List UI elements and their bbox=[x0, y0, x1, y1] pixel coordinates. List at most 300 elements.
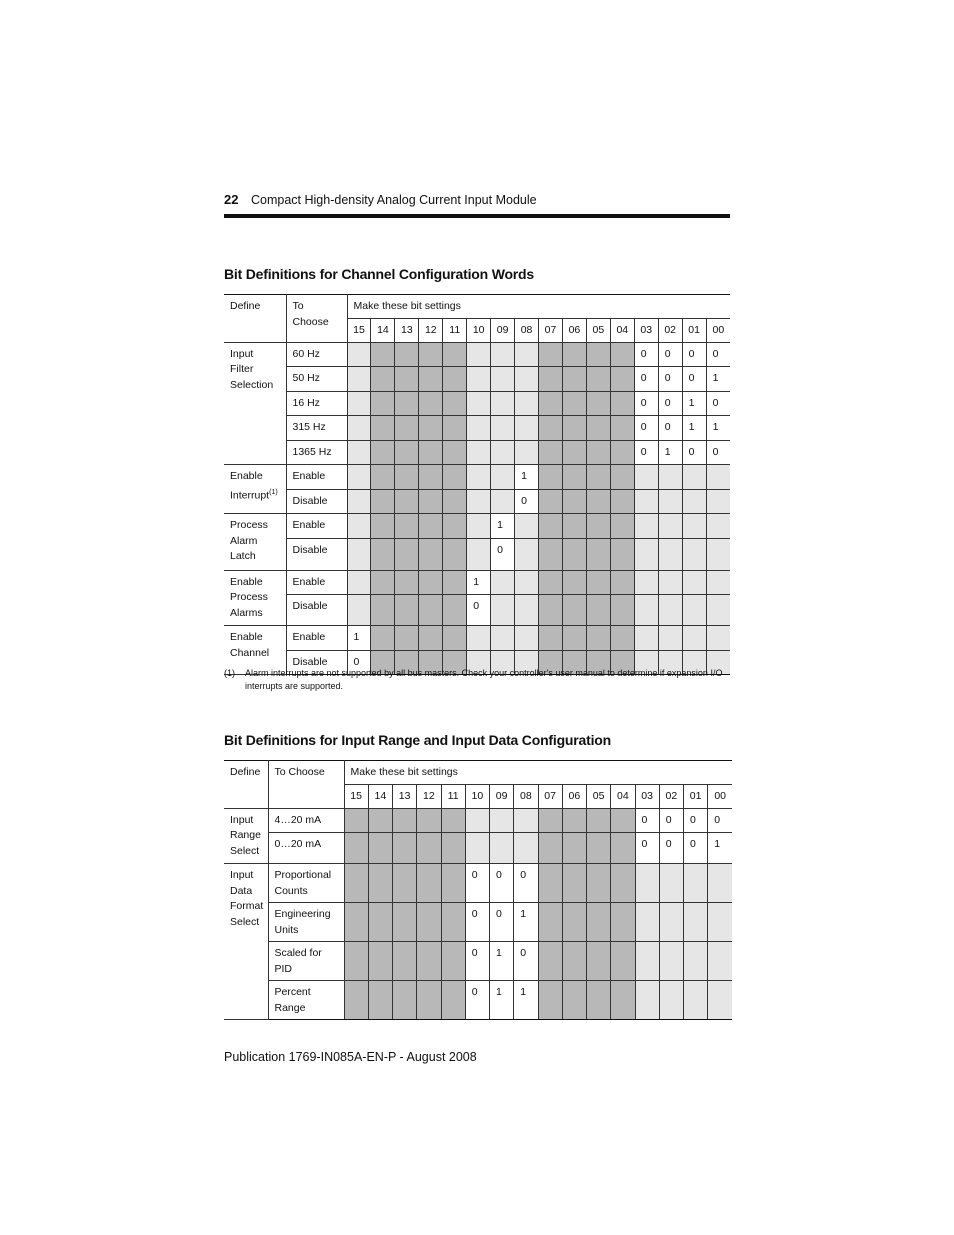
bit-cell bbox=[347, 416, 371, 441]
bit-cell bbox=[443, 416, 467, 441]
bit-cell bbox=[393, 833, 417, 864]
bit-cell bbox=[371, 538, 395, 570]
bit-cell: 0 bbox=[706, 342, 730, 367]
bit-cell: 0 bbox=[465, 864, 489, 903]
bit-cell: 0 bbox=[514, 864, 538, 903]
bit-cell bbox=[587, 942, 611, 981]
input-range-bit-table bbox=[224, 760, 732, 1020]
define-label: Enable Interrupt bbox=[230, 470, 270, 501]
bit-cell bbox=[682, 489, 706, 514]
bit-cell bbox=[393, 903, 417, 942]
bit-cell bbox=[443, 538, 467, 570]
bit-cell bbox=[562, 440, 586, 465]
bit-cell bbox=[514, 808, 538, 833]
bit-cell bbox=[419, 465, 443, 490]
bit-cell: 0 bbox=[465, 981, 489, 1020]
bit-cell bbox=[658, 626, 682, 651]
bit-cell bbox=[395, 416, 419, 441]
bit-cell bbox=[586, 391, 610, 416]
bit-cell bbox=[393, 942, 417, 981]
bit-cell bbox=[706, 465, 730, 490]
bit-cell bbox=[347, 538, 371, 570]
bit-cell bbox=[347, 570, 371, 595]
bit-number-header: 10 bbox=[467, 318, 491, 342]
bit-cell bbox=[611, 808, 635, 833]
bit-cell bbox=[634, 626, 658, 651]
bit-number-header: 00 bbox=[706, 318, 730, 342]
bit-cell bbox=[562, 538, 586, 570]
bit-cell bbox=[443, 440, 467, 465]
bit-cell bbox=[587, 864, 611, 903]
bit-cell bbox=[395, 489, 419, 514]
bit-cell: 0 bbox=[684, 833, 708, 864]
bit-cell bbox=[658, 489, 682, 514]
bit-cell bbox=[491, 465, 515, 490]
bit-cell: 0 bbox=[347, 650, 371, 675]
choose-header: To Choose bbox=[286, 295, 347, 343]
bit-cell bbox=[515, 626, 539, 651]
bit-cell bbox=[371, 595, 395, 626]
bit-cell: 0 bbox=[658, 391, 682, 416]
bit-cell: 1 bbox=[491, 514, 515, 539]
bit-cell bbox=[684, 981, 708, 1020]
bit-cell bbox=[514, 833, 538, 864]
bit-cell bbox=[706, 489, 730, 514]
bit-cell bbox=[491, 367, 515, 392]
bit-cell bbox=[635, 903, 659, 942]
bit-cell bbox=[490, 808, 514, 833]
bit-cell: 0 bbox=[659, 833, 683, 864]
bit-cell: 1 bbox=[467, 570, 491, 595]
bit-cell bbox=[539, 416, 563, 441]
bit-cell bbox=[634, 514, 658, 539]
bit-cell bbox=[659, 981, 683, 1020]
table-row bbox=[224, 942, 732, 981]
bit-cell bbox=[368, 903, 392, 942]
bit-cell bbox=[467, 626, 491, 651]
bit-cell bbox=[419, 538, 443, 570]
table-row bbox=[224, 538, 730, 570]
bit-cell bbox=[659, 903, 683, 942]
bit-cell bbox=[419, 391, 443, 416]
bit-cell bbox=[587, 808, 611, 833]
bit-cell bbox=[539, 489, 563, 514]
choose-header: To Choose bbox=[268, 761, 344, 809]
define-label: Enable Process Alarms bbox=[230, 575, 268, 619]
table-row bbox=[224, 864, 732, 903]
bit-cell bbox=[395, 514, 419, 539]
bit-cell: 0 bbox=[490, 903, 514, 942]
bit-cell bbox=[682, 514, 706, 539]
bit-cell bbox=[539, 626, 563, 651]
bit-cell: 0 bbox=[659, 808, 683, 833]
bit-cell bbox=[344, 942, 368, 981]
bit-number-header: 13 bbox=[393, 784, 417, 808]
bit-cell bbox=[659, 942, 683, 981]
bit-cell bbox=[610, 342, 634, 367]
bit-cell bbox=[344, 903, 368, 942]
bit-cell bbox=[417, 833, 441, 864]
bit-cell: 0 bbox=[465, 942, 489, 981]
bit-cell bbox=[465, 833, 489, 864]
bit-cell bbox=[368, 942, 392, 981]
bit-cell bbox=[441, 833, 465, 864]
bit-cell bbox=[610, 514, 634, 539]
bit-cell bbox=[610, 391, 634, 416]
bit-number-header: 08 bbox=[515, 318, 539, 342]
bit-cell bbox=[395, 626, 419, 651]
bit-cell bbox=[539, 538, 563, 570]
bit-cell bbox=[347, 595, 371, 626]
bit-cell bbox=[539, 570, 563, 595]
bit-cell: 1 bbox=[515, 465, 539, 490]
table-row bbox=[224, 570, 730, 595]
bit-number-header: 04 bbox=[611, 784, 635, 808]
bit-cell bbox=[586, 626, 610, 651]
bit-cell bbox=[706, 570, 730, 595]
bit-cell: 0 bbox=[514, 942, 538, 981]
bit-cell: 0 bbox=[682, 342, 706, 367]
bit-cell: 1 bbox=[514, 981, 538, 1020]
bit-cell bbox=[610, 626, 634, 651]
define-label: Process Alarm Latch bbox=[230, 519, 268, 562]
bit-cell bbox=[586, 465, 610, 490]
bit-cell bbox=[611, 833, 635, 864]
choose-cell: 4…20 mA bbox=[268, 808, 344, 833]
bit-cell bbox=[539, 465, 563, 490]
bit-cell bbox=[610, 538, 634, 570]
bit-cell: 0 bbox=[634, 367, 658, 392]
table-row bbox=[224, 626, 730, 651]
bit-cell bbox=[371, 626, 395, 651]
table-row bbox=[224, 514, 730, 539]
bit-cell bbox=[467, 465, 491, 490]
bit-cell bbox=[706, 538, 730, 570]
bit-number-header: 01 bbox=[682, 318, 706, 342]
bit-cell bbox=[586, 538, 610, 570]
bit-cell bbox=[538, 981, 562, 1020]
table-row bbox=[224, 391, 730, 416]
bit-cell bbox=[539, 440, 563, 465]
bit-cell bbox=[417, 864, 441, 903]
bit-number-header: 14 bbox=[371, 318, 395, 342]
bit-cell bbox=[562, 833, 586, 864]
bit-cell bbox=[371, 465, 395, 490]
footnote-marker: (1) bbox=[224, 668, 235, 678]
page-header bbox=[224, 191, 730, 209]
choose-cell: Disable bbox=[286, 489, 347, 514]
table-row bbox=[224, 808, 732, 833]
bit-cell bbox=[586, 595, 610, 626]
bit-cell bbox=[441, 808, 465, 833]
bit-cell bbox=[515, 538, 539, 570]
choose-cell: Disable bbox=[286, 650, 347, 675]
bit-cell bbox=[371, 342, 395, 367]
bit-cell bbox=[658, 538, 682, 570]
table-row bbox=[224, 465, 730, 490]
bit-number-header: 02 bbox=[659, 784, 683, 808]
bit-number-header: 10 bbox=[465, 784, 489, 808]
bit-cell bbox=[371, 440, 395, 465]
bit-cell bbox=[515, 391, 539, 416]
bit-cell bbox=[395, 465, 419, 490]
bit-cell bbox=[515, 595, 539, 626]
define-header: Define bbox=[224, 295, 286, 343]
bit-cell bbox=[539, 391, 563, 416]
bit-settings-header: Make these bit settings bbox=[347, 295, 730, 319]
bit-cell bbox=[395, 570, 419, 595]
bit-cell bbox=[371, 416, 395, 441]
bit-cell bbox=[562, 570, 586, 595]
bit-cell bbox=[491, 489, 515, 514]
bit-cell bbox=[443, 626, 467, 651]
bit-cell bbox=[395, 595, 419, 626]
bit-cell bbox=[562, 342, 586, 367]
choose-cell: 60 Hz bbox=[286, 342, 347, 367]
bit-cell bbox=[344, 864, 368, 903]
bit-cell bbox=[538, 808, 562, 833]
bit-cell: 1 bbox=[490, 981, 514, 1020]
bit-cell bbox=[562, 595, 586, 626]
bit-cell bbox=[347, 342, 371, 367]
bit-cell: 0 bbox=[635, 808, 659, 833]
bit-cell bbox=[368, 981, 392, 1020]
table-row bbox=[224, 595, 730, 626]
bit-cell bbox=[491, 342, 515, 367]
bit-cell bbox=[491, 391, 515, 416]
bit-cell bbox=[443, 514, 467, 539]
bit-number-header: 05 bbox=[586, 318, 610, 342]
bit-cell bbox=[610, 595, 634, 626]
bit-cell bbox=[419, 514, 443, 539]
bit-cell: 0 bbox=[634, 416, 658, 441]
bit-cell bbox=[539, 367, 563, 392]
bit-cell bbox=[443, 489, 467, 514]
bit-cell bbox=[417, 903, 441, 942]
bit-cell: 1 bbox=[347, 626, 371, 651]
choose-cell: 16 Hz bbox=[286, 391, 347, 416]
bit-cell bbox=[490, 833, 514, 864]
channel-config-bit-table bbox=[224, 294, 730, 675]
bit-settings-header: Make these bit settings bbox=[344, 761, 732, 785]
bit-cell bbox=[467, 514, 491, 539]
bit-cell bbox=[635, 942, 659, 981]
bit-cell bbox=[586, 416, 610, 441]
bit-cell bbox=[441, 903, 465, 942]
bit-cell bbox=[419, 626, 443, 651]
bit-cell bbox=[368, 864, 392, 903]
table2-heading: Bit Definitions for Input Range and Input Data Configuration bbox=[224, 732, 611, 748]
bit-cell bbox=[347, 391, 371, 416]
bit-cell: 0 bbox=[706, 391, 730, 416]
bit-cell bbox=[658, 514, 682, 539]
bit-cell bbox=[417, 942, 441, 981]
bit-cell bbox=[706, 626, 730, 651]
bit-cell bbox=[610, 440, 634, 465]
footnote-text: Alarm interrupts are not supported by all bus masters. Check your controller's user manual to determine if expansion I/O interrupts are supported. bbox=[245, 668, 723, 691]
bit-cell bbox=[515, 570, 539, 595]
bit-cell bbox=[443, 367, 467, 392]
bit-cell bbox=[634, 570, 658, 595]
choose-cell: Enable bbox=[286, 626, 347, 651]
bit-cell: 0 bbox=[490, 864, 514, 903]
define-header: Define bbox=[224, 761, 268, 809]
bit-cell: 1 bbox=[708, 833, 732, 864]
bit-cell bbox=[587, 833, 611, 864]
bit-cell bbox=[562, 367, 586, 392]
bit-cell: 0 bbox=[658, 416, 682, 441]
bit-cell: 0 bbox=[465, 903, 489, 942]
bit-cell bbox=[467, 440, 491, 465]
bit-cell bbox=[419, 367, 443, 392]
bit-cell: 1 bbox=[682, 416, 706, 441]
bit-cell bbox=[347, 367, 371, 392]
bit-cell bbox=[562, 808, 586, 833]
bit-cell bbox=[538, 942, 562, 981]
bit-cell bbox=[587, 903, 611, 942]
bit-cell bbox=[538, 903, 562, 942]
bit-cell bbox=[368, 833, 392, 864]
define-label: Input Filter Selection bbox=[230, 347, 274, 391]
bit-cell bbox=[634, 489, 658, 514]
choose-cell: Percent Range bbox=[268, 981, 344, 1020]
bit-cell bbox=[467, 342, 491, 367]
bit-cell bbox=[371, 570, 395, 595]
bit-cell bbox=[515, 342, 539, 367]
bit-cell bbox=[562, 942, 586, 981]
bit-cell bbox=[371, 489, 395, 514]
bit-cell bbox=[611, 942, 635, 981]
bit-cell: 1 bbox=[706, 416, 730, 441]
bit-number-header: 12 bbox=[417, 784, 441, 808]
bit-number-header: 07 bbox=[539, 318, 563, 342]
bit-cell bbox=[443, 391, 467, 416]
bit-number-header: 03 bbox=[634, 318, 658, 342]
bit-cell bbox=[634, 595, 658, 626]
table1-heading: Bit Definitions for Channel Configuration Words bbox=[224, 266, 534, 282]
bit-cell bbox=[347, 489, 371, 514]
bit-number-header: 04 bbox=[610, 318, 634, 342]
bit-cell bbox=[395, 440, 419, 465]
bit-cell bbox=[682, 570, 706, 595]
define-cell bbox=[224, 570, 286, 626]
bit-cell bbox=[708, 942, 732, 981]
define-cell bbox=[224, 465, 286, 514]
running-title: Compact High-density Analog Current Input Module bbox=[251, 193, 537, 207]
bit-cell bbox=[515, 367, 539, 392]
bit-cell bbox=[708, 981, 732, 1020]
bit-cell bbox=[610, 416, 634, 441]
bit-cell bbox=[395, 342, 419, 367]
choose-cell: Enable bbox=[286, 570, 347, 595]
header-rule bbox=[224, 214, 730, 218]
define-label: Input Data Format Select bbox=[230, 869, 264, 928]
bit-cell bbox=[419, 489, 443, 514]
bit-cell bbox=[491, 595, 515, 626]
bit-cell bbox=[441, 981, 465, 1020]
bit-number-header: 14 bbox=[368, 784, 392, 808]
bit-cell bbox=[368, 808, 392, 833]
choose-cell: Engineering Units bbox=[268, 903, 344, 942]
bit-cell bbox=[610, 367, 634, 392]
bit-cell bbox=[344, 833, 368, 864]
bit-cell bbox=[515, 440, 539, 465]
bit-cell bbox=[491, 440, 515, 465]
bit-number-header: 06 bbox=[562, 318, 586, 342]
bit-cell bbox=[610, 465, 634, 490]
bit-cell bbox=[347, 514, 371, 539]
bit-cell bbox=[491, 570, 515, 595]
bit-cell bbox=[586, 489, 610, 514]
choose-cell: 0…20 mA bbox=[268, 833, 344, 864]
bit-cell bbox=[708, 903, 732, 942]
bit-cell bbox=[635, 981, 659, 1020]
bit-cell bbox=[344, 808, 368, 833]
bit-cell: 0 bbox=[682, 367, 706, 392]
bit-number-header: 01 bbox=[684, 784, 708, 808]
bit-cell bbox=[419, 342, 443, 367]
bit-number-header: 11 bbox=[443, 318, 467, 342]
choose-cell: Scaled for PID bbox=[268, 942, 344, 981]
define-cell bbox=[224, 514, 286, 571]
choose-cell: Enable bbox=[286, 465, 347, 490]
bit-cell bbox=[684, 942, 708, 981]
bit-cell bbox=[586, 367, 610, 392]
bit-cell bbox=[562, 489, 586, 514]
bit-cell bbox=[586, 514, 610, 539]
bit-number-header: 15 bbox=[344, 784, 368, 808]
bit-cell bbox=[515, 514, 539, 539]
bit-cell bbox=[562, 514, 586, 539]
bit-cell: 0 bbox=[634, 440, 658, 465]
table-row bbox=[224, 367, 730, 392]
bit-cell bbox=[441, 942, 465, 981]
bit-number-header: 09 bbox=[490, 784, 514, 808]
bit-cell bbox=[634, 465, 658, 490]
bit-cell: 0 bbox=[682, 440, 706, 465]
table-row bbox=[224, 981, 732, 1020]
bit-cell bbox=[344, 981, 368, 1020]
bit-cell bbox=[682, 595, 706, 626]
bit-number-header: 09 bbox=[491, 318, 515, 342]
page-number: 22 bbox=[224, 192, 239, 207]
bit-cell: 0 bbox=[708, 808, 732, 833]
bit-cell bbox=[491, 416, 515, 441]
bit-cell bbox=[586, 570, 610, 595]
bit-cell bbox=[682, 626, 706, 651]
bit-cell bbox=[684, 864, 708, 903]
bit-cell bbox=[562, 981, 586, 1020]
bit-cell bbox=[539, 342, 563, 367]
bit-number-header: 11 bbox=[441, 784, 465, 808]
bit-cell bbox=[443, 465, 467, 490]
bit-cell bbox=[465, 808, 489, 833]
bit-cell: 0 bbox=[491, 538, 515, 570]
bit-cell bbox=[419, 570, 443, 595]
bit-number-header: 15 bbox=[347, 318, 371, 342]
table-row bbox=[224, 416, 730, 441]
table-row bbox=[224, 440, 730, 465]
bit-number-header: 07 bbox=[538, 784, 562, 808]
bit-cell bbox=[610, 570, 634, 595]
bit-cell bbox=[708, 864, 732, 903]
bit-cell bbox=[443, 570, 467, 595]
bit-cell bbox=[467, 489, 491, 514]
bit-cell bbox=[682, 465, 706, 490]
bit-cell bbox=[706, 514, 730, 539]
bit-cell bbox=[586, 440, 610, 465]
bit-number-header: 00 bbox=[708, 784, 732, 808]
